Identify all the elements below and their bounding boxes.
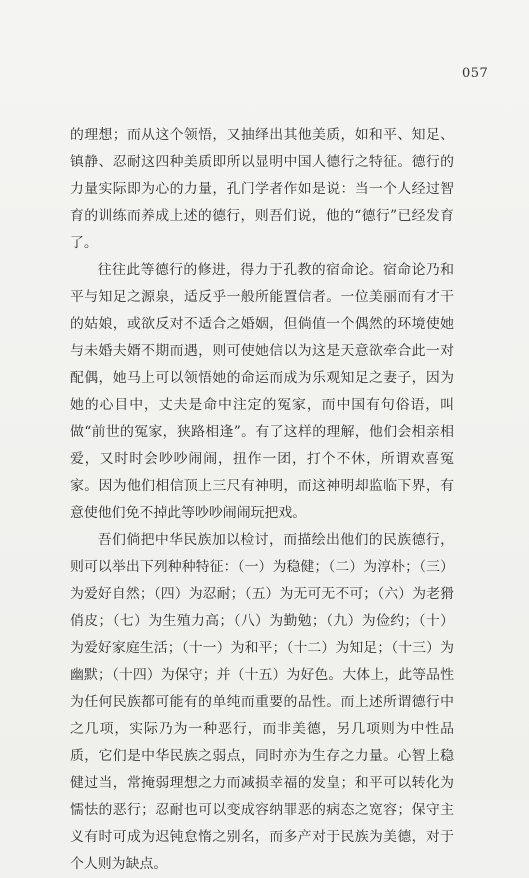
page-number: 057 [462,66,489,81]
paragraph-2: 往往此等德行的修进，得力于孔教的宿命论。宿命论乃和平与知足之源泉，适反乎一般所能置信者。一位美丽而有才干的姑娘，或欲反对不适合之婚姻，但倘值一个偶然的环境使她与未婚夫婿不期而遇，则可使她信以为这是天意欲牵合此一对配偶，她马上可以领悟她的命运而成为乐观知足之妻子，因为她的心目中，丈夫是命中注定的冤家，而中国有句俗语，叫做“前世的冤家，狭路相逢”。有了这样的理解，他们会相亲相爱，又时时会吵吵闹闹，扭作一团，打个不休，所谓欢喜冤家。因为他们相信顶上三尺有神明，而这神明却监临下界，有意使他们免不掉此等吵吵闹闹玩把戏。 [70,262,454,521]
paragraph-3: 吾们倘把中华民族加以检讨，而描绘出他们的民族德行，则可以举出下列种种特征：（一）为稳健；（二）为淳朴；（三）为爱好自然；（四）为忍耐；（五）为无可无不可；（六）为老猾俏皮；（七）为生殖力高；（八）为勤勉；（九）为俭约；（十）为爱好家庭生活；（十一）为和平；（十二）为知足；（十三）为幽默；（十四）为保守；并（十五）为好色。大体上，此等品性为任何民族都可能有的单纯而重要的品性。而上述所谓德行中之几项，实际乃为一种恶行，而非美德，另几项则为中性品质，它们是中华民族之弱点，同时亦为生存之力量。心智上稳健过当，常掩弱理想之力而减损幸福的发皇；和平可以转化为懦怯的恶行；忍耐也可以变成容纳罪恶的病态之宽容；保守主义有时可成为迟钝怠惰之别名，而多产对于民族为美德，对于个人则为缺点。 [70,532,454,872]
body-text [70,122,454,878]
paragraph-1: 的理想；而从这个领悟，又抽绎出其他美质，如和平、知足、镇静、忍耐这四种美质即所以显明中国人德行之特征。德行的力量实际即为心的力量，孔门学者作如是说：当一个人经过智育的训练而养成上述的德行，则吾们说，他的“德行”已经发育了。 [70,127,454,251]
